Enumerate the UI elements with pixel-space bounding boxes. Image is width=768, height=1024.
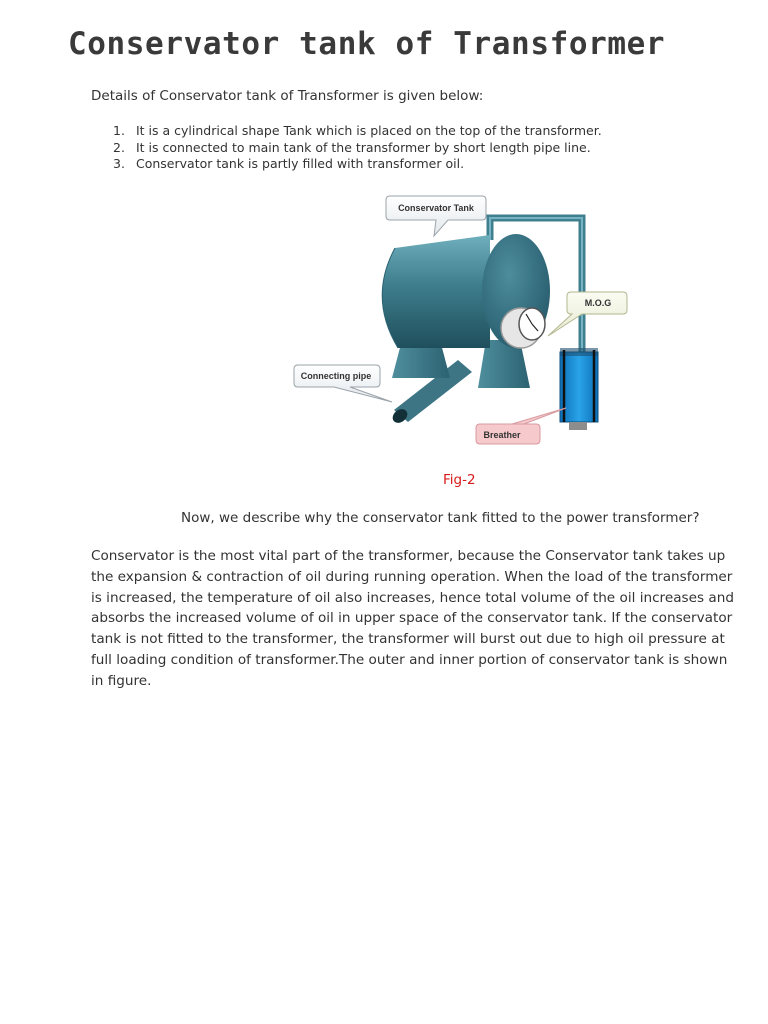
callout-connecting-pipe xyxy=(294,365,392,402)
callout-mog xyxy=(548,292,627,336)
list-number: 1. xyxy=(113,123,125,138)
question-text: Now, we describe why the conservator tank fitted to the power transformer? xyxy=(181,510,700,526)
body-paragraph: Conservator is the most vital part of the transformer, because the Conservator tank takes up the expansion & contraction of oil during running operation. When the load of the transformer is increased, the temperature of oil also increases, hence total volume of the oil increases and absorbs the increased volume of oil in upper space of the conservator tank. If the conservator tank is not fitted to the transformer, the transformer will burst out due to high oil pressure at full loading condition of transformer.The outer and inner portion of conservator tank is shown in figure. xyxy=(91,548,734,689)
list-text: It is connected to main tank of the transformer by short length pipe line. xyxy=(136,139,591,155)
callout-breather xyxy=(476,408,566,444)
figure-caption: Fig-2 xyxy=(443,472,476,488)
list-item xyxy=(91,140,602,157)
details-list xyxy=(91,123,602,173)
list-text: It is a cylindrical shape Tank which is placed on the top of the transformer. xyxy=(136,123,602,138)
label-conservator-tank: Conservator Tank xyxy=(398,203,474,213)
list-text: Conservator tank is partly filled with transformer oil. xyxy=(136,156,465,171)
breather-unit xyxy=(560,348,598,430)
conservator-tank-figure xyxy=(280,190,640,450)
intro-text: Details of Conservator tank of Transformer is given below: xyxy=(91,88,484,104)
list-number: 3. xyxy=(113,156,125,171)
label-breather: Breather xyxy=(483,430,521,440)
callout-conservator-tank xyxy=(386,196,486,236)
label-connecting-pipe: Connecting pipe xyxy=(300,371,372,381)
list-item xyxy=(91,156,602,173)
label-mog: M.O.G xyxy=(584,298,612,308)
list-number: 2. xyxy=(113,139,125,155)
list-item xyxy=(91,123,602,140)
page-title: Conservator tank of Transformer xyxy=(68,26,666,62)
mog-gauge xyxy=(519,308,545,340)
